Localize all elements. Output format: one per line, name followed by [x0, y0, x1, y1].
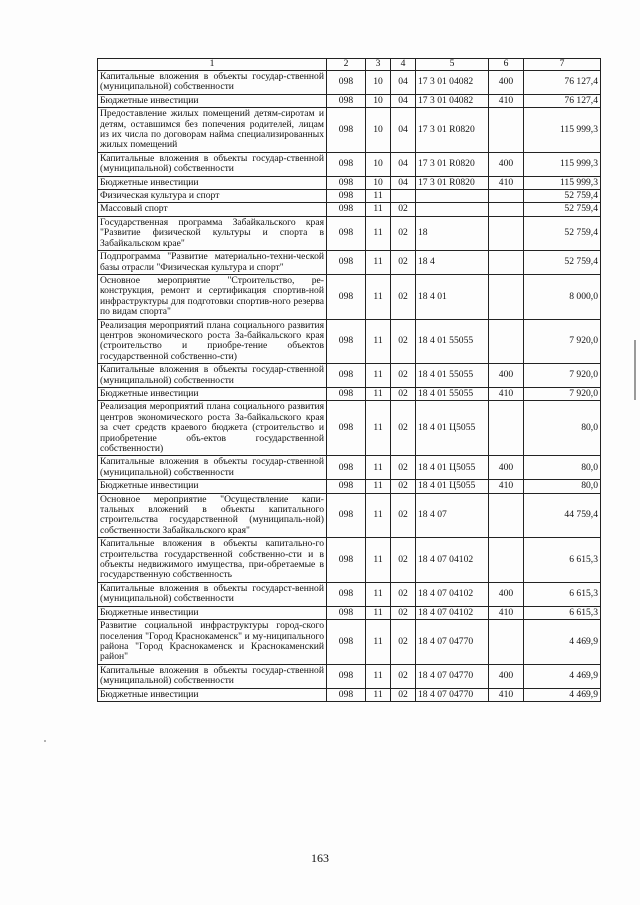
- amount-cell: 4 469,9: [524, 620, 601, 665]
- ministry-code-cell: 098: [327, 387, 366, 400]
- table-row: [98, 387, 601, 400]
- item-name-cell: Бюджетные инвестиции: [98, 688, 327, 701]
- table-row: [98, 108, 601, 153]
- target-article-cell: 18 4 01 Ц5055: [416, 456, 489, 480]
- amount-cell: 52 759,4: [524, 251, 601, 275]
- ministry-code-cell: 098: [327, 456, 366, 480]
- amount-cell: 80,0: [524, 456, 601, 480]
- table-row: [98, 203, 601, 216]
- subsection-code-cell: 02: [391, 387, 416, 400]
- subsection-code-cell: 02: [391, 203, 416, 216]
- scan-dust-mark: [44, 740, 46, 742]
- subsection-code-cell: 02: [391, 401, 416, 456]
- amount-cell: 76 127,4: [524, 71, 601, 95]
- item-name-cell: Капитальные вложения в объекты государст-венной (муниципальной) собственности: [98, 582, 327, 606]
- item-name-cell: Реализация мероприятий плана социального развития центров экономического роста За-байкальского края (строительство и приобре-тение объектов государственной собственно-сти): [98, 319, 327, 364]
- table-header-row: [98, 59, 601, 71]
- expense-type-cell: [489, 203, 524, 216]
- item-name-cell: Капитальные вложения в объекты государ-ственной (муниципальной) собственности: [98, 71, 327, 95]
- expense-type-cell: [489, 274, 524, 319]
- target-article-cell: 17 3 01 04082: [416, 71, 489, 95]
- expense-type-cell: [489, 319, 524, 364]
- amount-cell: 80,0: [524, 401, 601, 456]
- table-row: [98, 251, 601, 275]
- ministry-code-cell: 098: [327, 108, 366, 153]
- expense-type-cell: [489, 108, 524, 153]
- subsection-code-cell: 02: [391, 274, 416, 319]
- ministry-code-cell: 098: [327, 203, 366, 216]
- target-article-cell: 18 4 01 55055: [416, 319, 489, 364]
- target-article-cell: 18 4 01 Ц5055: [416, 480, 489, 493]
- amount-cell: 7 920,0: [524, 387, 601, 400]
- section-code-cell: 11: [366, 216, 391, 250]
- section-code-cell: 11: [366, 274, 391, 319]
- subsection-code-cell: 04: [391, 176, 416, 189]
- target-article-cell: [416, 190, 489, 203]
- section-code-cell: 11: [366, 480, 391, 493]
- expense-type-cell: [489, 190, 524, 203]
- ministry-code-cell: 098: [327, 319, 366, 364]
- target-article-cell: 18 4 01 Ц5055: [416, 401, 489, 456]
- section-code-cell: 11: [366, 364, 391, 388]
- ministry-code-cell: 098: [327, 401, 366, 456]
- target-article-cell: 18 4 01: [416, 274, 489, 319]
- item-name-cell: Основное мероприятие "Строительство, ре-конструкция, ремонт и сертификация спортив-ной инфраструктуры для подготовки спортив-ного резерва по видам спорта": [98, 274, 327, 319]
- subsection-code-cell: 04: [391, 108, 416, 153]
- target-article-cell: 18 4 07 04770: [416, 688, 489, 701]
- table-row: [98, 606, 601, 619]
- section-code-cell: 11: [366, 387, 391, 400]
- target-article-cell: 17 3 01 R0820: [416, 176, 489, 189]
- subsection-code-cell: 02: [391, 319, 416, 364]
- subsection-code-cell: 02: [391, 620, 416, 665]
- header-cell: 7: [524, 59, 601, 71]
- amount-cell: 6 615,3: [524, 582, 601, 606]
- section-code-cell: 11: [366, 606, 391, 619]
- target-article-cell: 18 4 01 55055: [416, 364, 489, 388]
- table-row: [98, 456, 601, 480]
- expense-type-cell: 400: [489, 664, 524, 688]
- target-article-cell: 18: [416, 216, 489, 250]
- ministry-code-cell: 098: [327, 176, 366, 189]
- expense-type-cell: 400: [489, 152, 524, 176]
- target-article-cell: 18 4 07: [416, 493, 489, 538]
- expense-type-cell: 400: [489, 456, 524, 480]
- header-cell: 6: [489, 59, 524, 71]
- item-name-cell: Бюджетные инвестиции: [98, 176, 327, 189]
- amount-cell: 80,0: [524, 480, 601, 493]
- ministry-code-cell: 098: [327, 94, 366, 107]
- item-name-cell: Бюджетные инвестиции: [98, 480, 327, 493]
- subsection-code-cell: [391, 190, 416, 203]
- subsection-code-cell: 02: [391, 688, 416, 701]
- table-row: [98, 71, 601, 95]
- target-article-cell: 17 3 01 R0820: [416, 152, 489, 176]
- expense-type-cell: 410: [489, 606, 524, 619]
- section-code-cell: 10: [366, 176, 391, 189]
- item-name-cell: Массовый спорт: [98, 203, 327, 216]
- section-code-cell: 11: [366, 456, 391, 480]
- item-name-cell: Физическая культура и спорт: [98, 190, 327, 203]
- header-cell: 5: [416, 59, 489, 71]
- expense-type-cell: 410: [489, 688, 524, 701]
- subsection-code-cell: 04: [391, 94, 416, 107]
- section-code-cell: 11: [366, 582, 391, 606]
- section-code-cell: 11: [366, 251, 391, 275]
- item-name-cell: Бюджетные инвестиции: [98, 387, 327, 400]
- table-row: [98, 216, 601, 250]
- target-article-cell: [416, 203, 489, 216]
- item-name-cell: Развитие социальной инфраструктуры город-ского поселения "Город Краснокаменск" и му-ниципального района "Город Краснокаменск и Краснокаменский район": [98, 620, 327, 665]
- subsection-code-cell: 04: [391, 152, 416, 176]
- ministry-code-cell: 098: [327, 190, 366, 203]
- ministry-code-cell: 098: [327, 480, 366, 493]
- item-name-cell: Капитальные вложения в объекты капитально-го строительства государственной собственно-сти и в объекты недвижимого имущества, при-обретаемые в государственную собственность: [98, 538, 327, 583]
- section-code-cell: 10: [366, 71, 391, 95]
- table-row: [98, 401, 601, 456]
- amount-cell: 115 999,3: [524, 176, 601, 189]
- ministry-code-cell: 098: [327, 538, 366, 583]
- table-row: [98, 493, 601, 538]
- table-row: [98, 319, 601, 364]
- amount-cell: 7 920,0: [524, 319, 601, 364]
- expense-type-cell: [489, 493, 524, 538]
- section-code-cell: 11: [366, 401, 391, 456]
- table-row: [98, 190, 601, 203]
- header-cell: 3: [366, 59, 391, 71]
- expense-type-cell: [489, 538, 524, 583]
- expense-type-cell: 400: [489, 582, 524, 606]
- expense-type-cell: [489, 251, 524, 275]
- table-row: [98, 688, 601, 701]
- table-row: [98, 176, 601, 189]
- expense-type-cell: [489, 620, 524, 665]
- header-cell: 4: [391, 59, 416, 71]
- amount-cell: 6 615,3: [524, 538, 601, 583]
- table-row: [98, 94, 601, 107]
- subsection-code-cell: 02: [391, 216, 416, 250]
- ministry-code-cell: 098: [327, 620, 366, 665]
- target-article-cell: 18 4 07 04102: [416, 606, 489, 619]
- expense-type-cell: 410: [489, 94, 524, 107]
- amount-cell: 76 127,4: [524, 94, 601, 107]
- scan-edge-mark: [634, 340, 636, 400]
- section-code-cell: 10: [366, 94, 391, 107]
- page-number: 163: [311, 851, 329, 865]
- item-name-cell: Капитальные вложения в объекты государ-ственной (муниципальной) собственности: [98, 152, 327, 176]
- section-code-cell: 11: [366, 319, 391, 364]
- section-code-cell: 10: [366, 108, 391, 153]
- ministry-code-cell: 098: [327, 152, 366, 176]
- ministry-code-cell: 098: [327, 216, 366, 250]
- amount-cell: 52 759,4: [524, 190, 601, 203]
- target-article-cell: 17 3 01 R0820: [416, 108, 489, 153]
- section-code-cell: 11: [366, 190, 391, 203]
- expense-type-cell: [489, 401, 524, 456]
- section-code-cell: 11: [366, 620, 391, 665]
- section-code-cell: 10: [366, 152, 391, 176]
- section-code-cell: 11: [366, 203, 391, 216]
- ministry-code-cell: 098: [327, 493, 366, 538]
- ministry-code-cell: 098: [327, 606, 366, 619]
- item-name-cell: Государственная программа Забайкальского края "Развитие физической культуры и спорта в Забайкальском крае": [98, 216, 327, 250]
- ministry-code-cell: 098: [327, 582, 366, 606]
- item-name-cell: Основное мероприятие "Осуществление капи-тальных вложений в объекты капитального строительства государственной (муниципаль-ной) собственности Забайкальского края": [98, 493, 327, 538]
- amount-cell: 7 920,0: [524, 364, 601, 388]
- header-cell: 2: [327, 59, 366, 71]
- item-name-cell: Предоставление жилых помещений детям-сиротам и детям, оставшимся без попечения родителей, лицам из их числа по договорам найма специализированных жилых помещений: [98, 108, 327, 153]
- table-row: [98, 582, 601, 606]
- expense-type-cell: 410: [489, 387, 524, 400]
- item-name-cell: Бюджетные инвестиции: [98, 94, 327, 107]
- amount-cell: 4 469,9: [524, 688, 601, 701]
- amount-cell: 115 999,3: [524, 152, 601, 176]
- target-article-cell: 17 3 01 04082: [416, 94, 489, 107]
- header-cell: 1: [98, 59, 327, 71]
- subsection-code-cell: 02: [391, 364, 416, 388]
- target-article-cell: 18 4 07 04102: [416, 538, 489, 583]
- section-code-cell: 11: [366, 688, 391, 701]
- item-name-cell: Подпрограмма "Развитие материально-техни-ческой базы отрасли "Физическая культура и спорт": [98, 251, 327, 275]
- subsection-code-cell: 02: [391, 493, 416, 538]
- subsection-code-cell: 02: [391, 251, 416, 275]
- subsection-code-cell: 02: [391, 480, 416, 493]
- table-row: [98, 620, 601, 665]
- expense-type-cell: 400: [489, 364, 524, 388]
- section-code-cell: 11: [366, 664, 391, 688]
- table-row: [98, 274, 601, 319]
- budget-table: [97, 58, 601, 702]
- ministry-code-cell: 098: [327, 251, 366, 275]
- table-row: [98, 480, 601, 493]
- section-code-cell: 11: [366, 538, 391, 583]
- amount-cell: 52 759,4: [524, 203, 601, 216]
- item-name-cell: Капитальные вложения в объекты государ-ственной (муниципальной) собственности: [98, 664, 327, 688]
- ministry-code-cell: 098: [327, 274, 366, 319]
- target-article-cell: 18 4 07 04770: [416, 664, 489, 688]
- subsection-code-cell: 02: [391, 456, 416, 480]
- subsection-code-cell: 04: [391, 71, 416, 95]
- item-name-cell: Капитальные вложения в объекты государ-ственной (муниципальной) собственности: [98, 364, 327, 388]
- amount-cell: 44 759,4: [524, 493, 601, 538]
- item-name-cell: Реализация мероприятий плана социального развития центров экономического роста За-байкальского края за счет средств краевого бюджета (строительство и приобретение объ-ектов государственной собственности): [98, 401, 327, 456]
- ministry-code-cell: 098: [327, 364, 366, 388]
- amount-cell: 6 615,3: [524, 606, 601, 619]
- ministry-code-cell: 098: [327, 664, 366, 688]
- expense-type-cell: 410: [489, 480, 524, 493]
- ministry-code-cell: 098: [327, 71, 366, 95]
- subsection-code-cell: 02: [391, 582, 416, 606]
- amount-cell: 52 759,4: [524, 216, 601, 250]
- subsection-code-cell: 02: [391, 538, 416, 583]
- target-article-cell: 18 4 07 04102: [416, 582, 489, 606]
- subsection-code-cell: 02: [391, 606, 416, 619]
- table-row: [98, 664, 601, 688]
- target-article-cell: 18 4: [416, 251, 489, 275]
- ministry-code-cell: 098: [327, 688, 366, 701]
- section-code-cell: 11: [366, 493, 391, 538]
- expense-type-cell: 400: [489, 71, 524, 95]
- amount-cell: 4 469,9: [524, 664, 601, 688]
- amount-cell: 8 000,0: [524, 274, 601, 319]
- table-row: [98, 364, 601, 388]
- target-article-cell: 18 4 01 55055: [416, 387, 489, 400]
- item-name-cell: Бюджетные инвестиции: [98, 606, 327, 619]
- expense-type-cell: [489, 216, 524, 250]
- table-row: [98, 152, 601, 176]
- expense-type-cell: 410: [489, 176, 524, 189]
- amount-cell: 115 999,3: [524, 108, 601, 153]
- subsection-code-cell: 02: [391, 664, 416, 688]
- item-name-cell: Капитальные вложения в объекты государ-ственной (муниципальной) собственности: [98, 456, 327, 480]
- table-row: [98, 538, 601, 583]
- target-article-cell: 18 4 07 04770: [416, 620, 489, 665]
